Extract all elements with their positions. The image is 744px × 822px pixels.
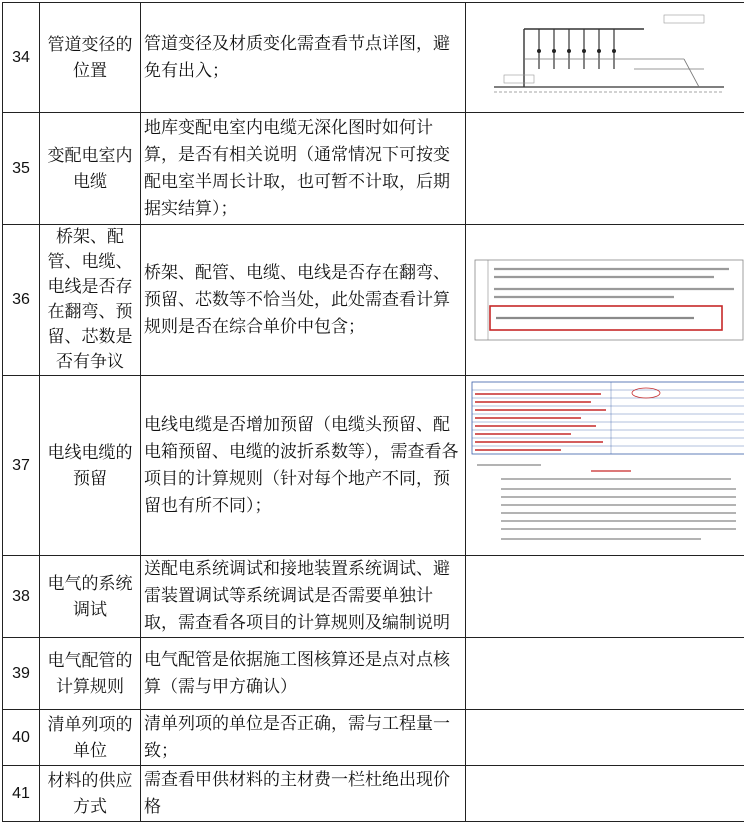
row-number: 39 — [3, 638, 40, 710]
row-description: 桥架、配管、电缆、电线是否存在翻弯、预留、芯数等不恰当处，此处需查看计算规则是否在综合单价中包含； — [141, 225, 466, 376]
row-topic: 清单列项的单位 — [40, 710, 141, 766]
row-topic: 电气的系统调试 — [40, 556, 141, 638]
table-row — [3, 376, 744, 556]
row-number: 36 — [3, 225, 40, 376]
row-description: 送配电系统调试和接地装置系统调试、避雷装置调试等系统调试是否需要单独计取，需查看各项目的计算规则及编制说明 — [141, 556, 466, 638]
cable-reserve-rules-excerpt-image — [471, 381, 744, 551]
row-figure-cell — [466, 376, 744, 556]
table-row — [3, 556, 744, 638]
row-description: 地库变配电室内电缆无深化图时如何计算，是否有相关说明（通常情况下可按变配电室半周长计取，也可暂不计取，后期据实结算）； — [141, 113, 466, 225]
table-row — [3, 638, 744, 710]
row-topic: 变配电室内电缆 — [40, 113, 141, 225]
row-figure-cell — [466, 638, 744, 710]
row-number: 34 — [3, 3, 40, 113]
row-number: 35 — [3, 113, 40, 225]
row-figure-cell — [466, 556, 744, 638]
row-number: 37 — [3, 376, 40, 556]
row-topic: 材料的供应方式 — [40, 766, 141, 822]
row-description: 电线电缆是否增加预留（电缆头预留、配电箱预留、电缆的波折系数等），需查看各项目的计算规则（针对每个地产不同，预留也有所不同）； — [141, 376, 466, 556]
row-description: 需查看甲供材料的主材费一栏杜绝出现价格 — [141, 766, 466, 822]
row-number: 41 — [3, 766, 40, 822]
row-figure-cell — [466, 710, 744, 766]
table-row — [3, 113, 744, 225]
table-row — [3, 225, 744, 376]
row-topic: 桥架、配管、电缆、电线是否存在翻弯、预留、芯数是否有争议 — [40, 225, 141, 376]
row-figure-cell — [466, 3, 744, 113]
calculation-rule-excerpt-image — [474, 259, 744, 341]
row-topic: 电气配管的计算规则 — [40, 638, 141, 710]
row-number: 40 — [3, 710, 40, 766]
row-description: 电气配管是依据施工图核算还是点对点核算（需与甲方确认） — [141, 638, 466, 710]
row-figure-cell — [466, 113, 744, 225]
checklist-table — [2, 2, 744, 822]
row-figure-cell — [466, 225, 744, 376]
row-topic: 管道变径的位置 — [40, 3, 141, 113]
table-row — [3, 3, 744, 113]
row-description: 管道变径及材质变化需查看节点详图，避免有出入； — [141, 3, 466, 113]
row-description: 清单列项的单位是否正确，需与工程量一致； — [141, 710, 466, 766]
table-row — [3, 710, 744, 766]
row-topic: 电线电缆的预留 — [40, 376, 141, 556]
row-number: 38 — [3, 556, 40, 638]
pipe-reducer-detail-drawing — [484, 9, 734, 107]
